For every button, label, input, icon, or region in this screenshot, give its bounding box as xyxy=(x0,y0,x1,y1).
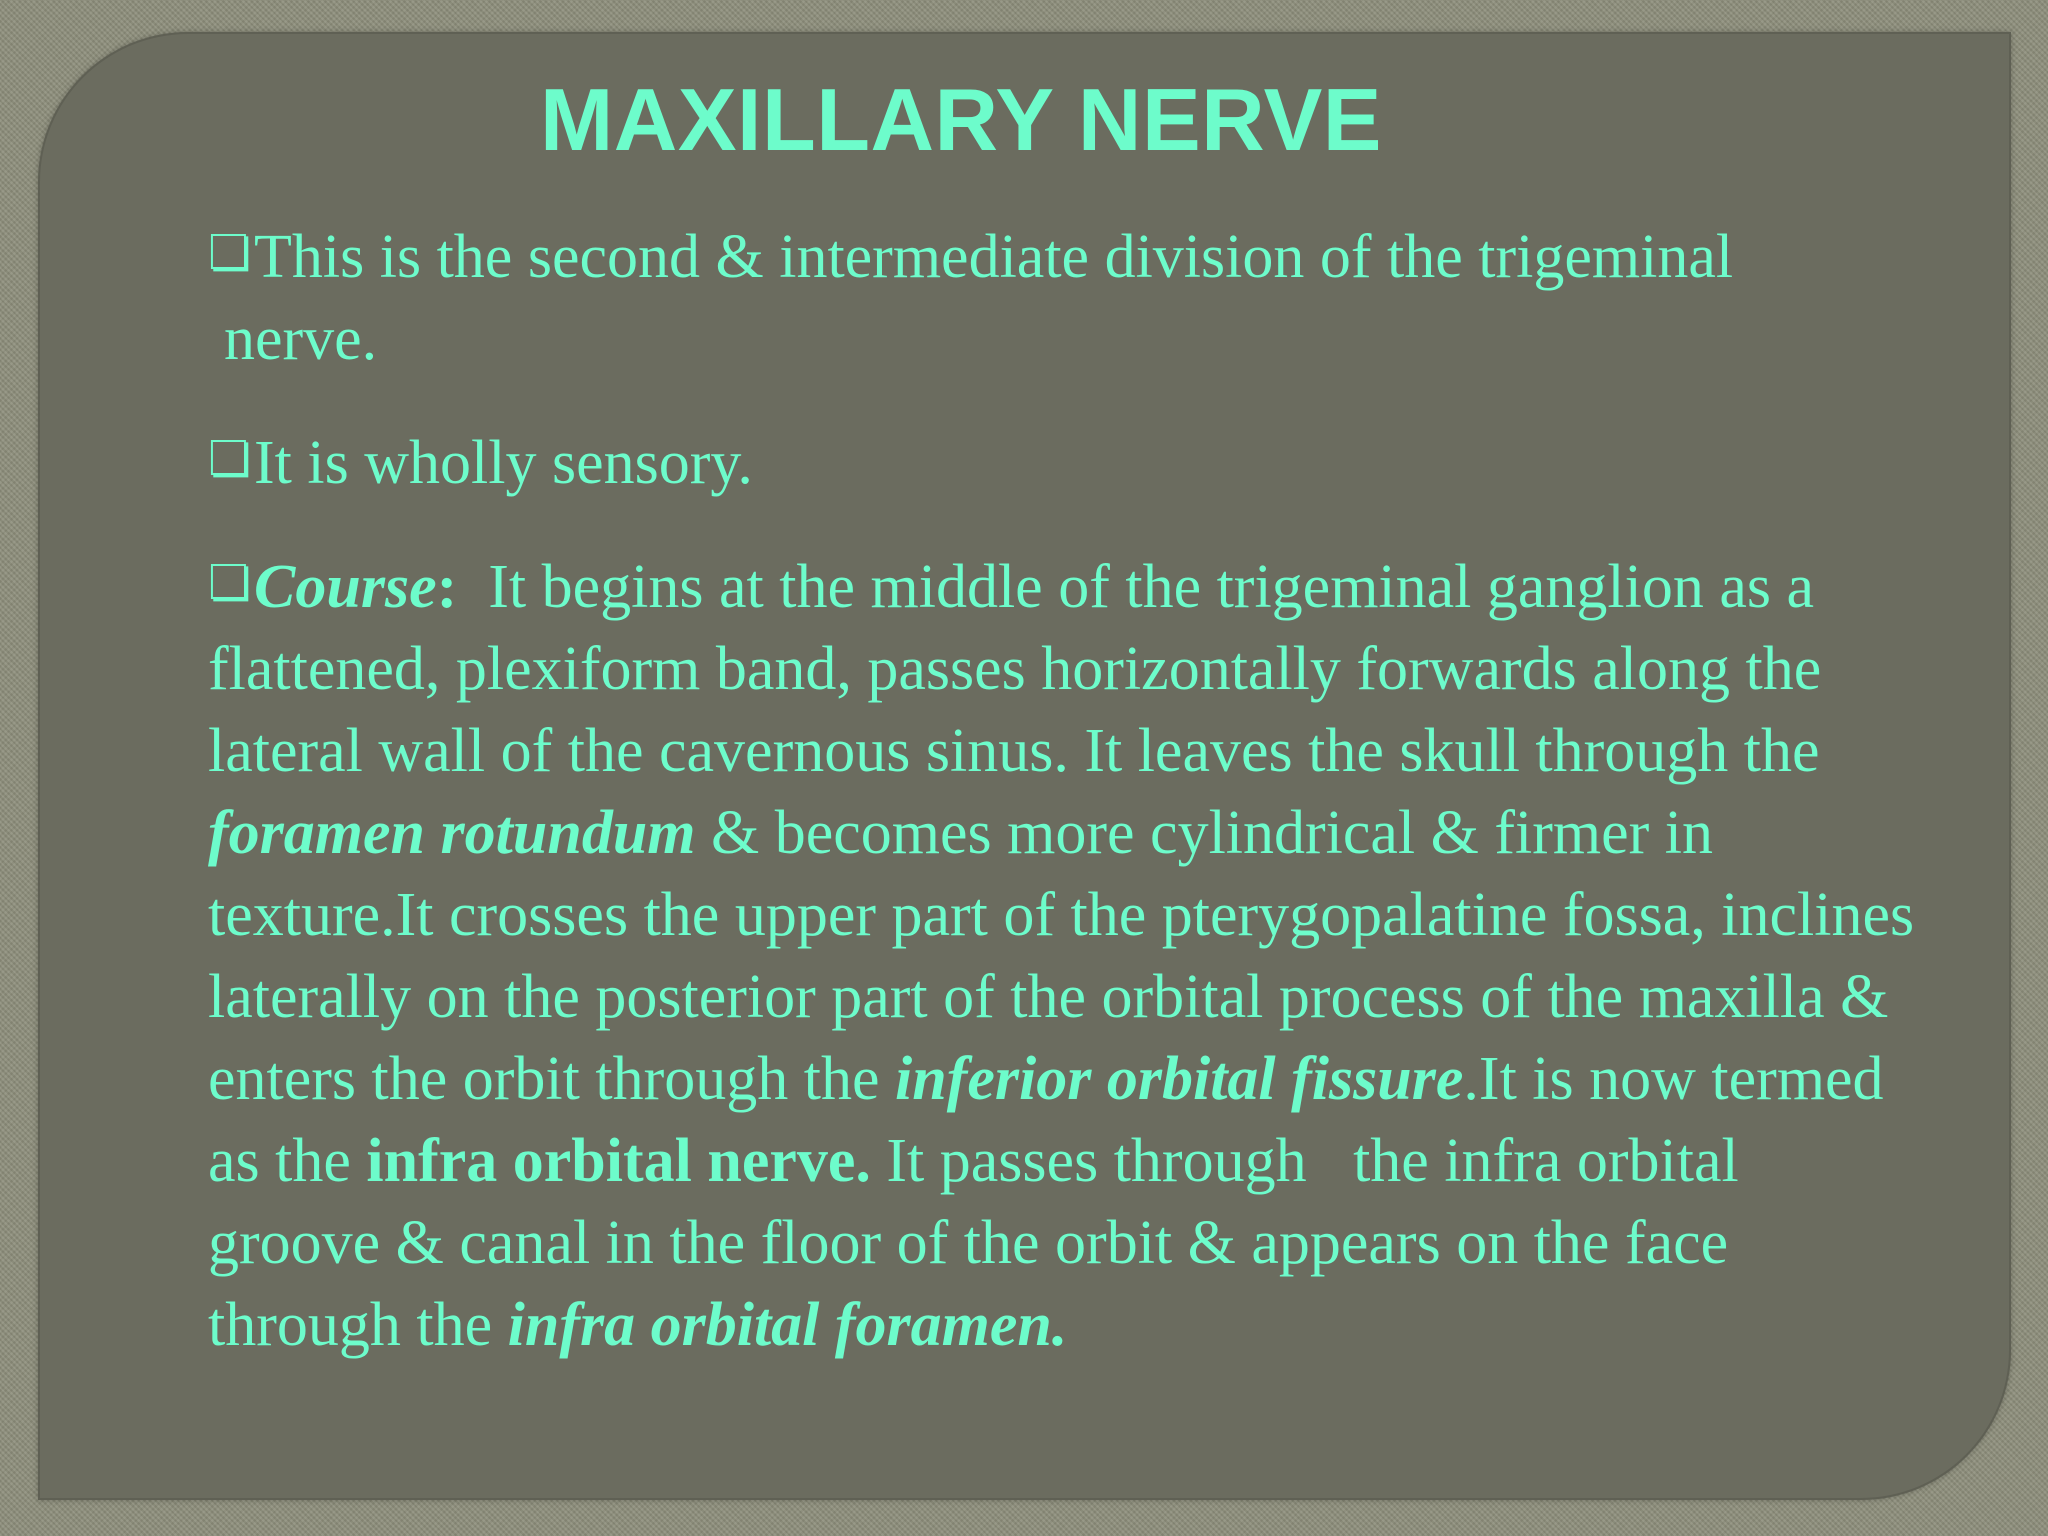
bullet-2-text: It is wholly sensory. xyxy=(254,429,753,497)
bullet-1-line-2: nerve. xyxy=(224,305,378,373)
course-text-1: It begins at the middle of the trigeminal ganglion as a flattened, plexiform band, passes horizontally forwards along the lateral wall of the cavernous sinus. It leaves the skull through the xyxy=(208,553,1851,785)
course-text-3: .It is now termed as the xyxy=(208,1045,1900,1195)
bullet-point-3 xyxy=(208,546,1930,1366)
checkbox-bullet-icon: ❏ xyxy=(208,225,252,281)
slide-title: MAXILLARY NERVE xyxy=(540,70,1382,169)
term-infra-orbital-nerve: infra orbital nerve. xyxy=(366,1127,871,1195)
term-inferior-orbital-fissure: inferior orbital fissure xyxy=(895,1045,1464,1113)
bullet-point-1 xyxy=(208,216,1918,380)
course-text-4: It passes through the infra orbital groove & canal in the floor of the orbit & appears on the face through the xyxy=(208,1127,1755,1359)
term-foramen-rotundum: foramen rotundum xyxy=(208,799,696,867)
term-infra-orbital-foramen: infra orbital foramen. xyxy=(507,1291,1068,1359)
course-label: Course xyxy=(254,553,437,621)
course-text-2: & becomes more cylindrical & firmer in texture.It crosses the upper part of the pterygopalatine fossa, inclines laterally on the posterior part of the orbital process of the maxilla & enters the orbit through the xyxy=(208,799,1930,1113)
bullet-1-line-1: This is the second & intermediate division of the trigeminal xyxy=(254,223,1734,291)
slide-content xyxy=(208,216,1930,1408)
bullet-point-2 xyxy=(208,422,1918,504)
course-colon: : xyxy=(436,553,458,621)
checkbox-bullet-icon: ❏ xyxy=(208,555,252,611)
checkbox-bullet-icon: ❏ xyxy=(208,431,252,487)
